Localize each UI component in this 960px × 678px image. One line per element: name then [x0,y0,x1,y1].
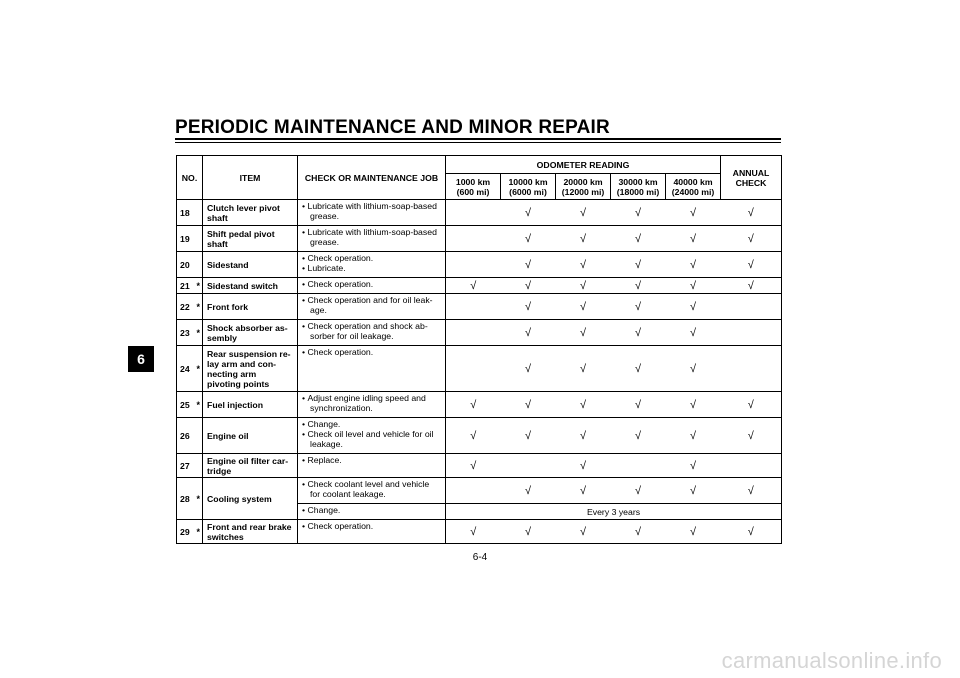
check-mark-cell [446,478,501,504]
job-bullet [302,253,445,263]
maintenance-job [298,320,446,346]
job-bullet [302,429,445,449]
job-text: Adjust engine idling speed and [307,393,426,403]
table-row [177,294,782,320]
check-mark-cell: √ [556,392,611,418]
interval-header-line: (600 mi) [456,186,490,197]
check-mark-cell: √ [666,278,721,294]
check-mark-cell: √ [501,252,556,278]
row-number: 20 [177,252,195,278]
job-text: sorber for oil leakage. [310,331,394,341]
item-name-line: Shift pedal pivot [207,228,275,239]
row-number: 26 [177,418,195,454]
table-row [177,418,782,454]
check-mark-cell: √ [501,418,556,454]
interval-header [446,174,501,200]
table-row [177,520,782,544]
job-bullet [302,419,445,429]
item-name-line: switches [207,531,244,542]
check-mark-cell: √ [446,418,501,454]
job-bullet [302,455,445,465]
check-mark-cell: √ [666,320,721,346]
interval-note: Every 3 years [446,504,782,520]
check-mark-cell [721,346,782,392]
job-text: Check operation and shock ab- [307,321,428,331]
check-mark-cell: √ [501,520,556,544]
interval-header-line: (18000 mi) [616,186,660,197]
interval-header [666,174,721,200]
check-mark-cell: √ [721,418,782,454]
check-mark-cell [721,294,782,320]
check-mark-cell [446,226,501,252]
table-row [177,392,782,418]
page-title: PERIODIC MAINTENANCE AND MINOR REPAIR [175,117,610,138]
check-mark-cell: √ [556,294,611,320]
check-mark-cell: √ [501,226,556,252]
item-name-line: Rear suspension re- [207,348,291,359]
check-mark-cell: √ [501,392,556,418]
item-name-line: shaft [207,238,228,249]
check-mark-cell: √ [666,252,721,278]
job-bullet [302,347,445,357]
maintenance-job [298,478,446,504]
special-mark [195,226,203,252]
maintenance-job [298,504,446,520]
interval-header [501,174,556,200]
job-text: Check operation. [307,347,374,357]
row-number: 19 [177,226,195,252]
check-mark-cell: √ [446,520,501,544]
col-header-annual: ANNUAL CHECK [721,156,782,200]
special-mark [195,418,203,454]
check-mark-cell: √ [501,278,556,294]
interval-header-line: (12000 mi) [561,186,605,197]
job-bullet [302,263,445,273]
check-mark-cell [611,454,666,478]
watermark: carmanualsonline.info [721,648,942,673]
check-mark-cell: √ [611,294,666,320]
job-bullet [302,227,445,247]
check-mark-cell: √ [446,392,501,418]
table-row [177,226,782,252]
maintenance-job [298,346,446,392]
table-row [177,278,782,294]
check-mark-cell: √ [666,294,721,320]
check-mark-cell: √ [666,346,721,392]
maintenance-job [298,278,446,294]
item-name [203,454,298,478]
job-bullet [302,479,445,499]
item-name-line: Sidestand [207,259,249,270]
job-text: Check operation and for oil leak- [307,295,433,305]
check-mark-cell [721,454,782,478]
check-mark-cell: √ [556,454,611,478]
item-name-line: Shock absorber as- [207,322,288,333]
check-mark-cell: √ [611,226,666,252]
check-mark-cell: √ [501,478,556,504]
check-mark-cell: √ [721,200,782,226]
job-text: grease. [310,237,339,247]
check-mark-cell [721,320,782,346]
item-name-line: Sidestand switch [207,280,278,291]
item-name-line: Fuel injection [207,399,264,410]
table-row [177,252,782,278]
item-name-line: lay arm and con- [207,358,277,369]
item-name-line: pivoting points [207,378,270,389]
check-mark-cell: √ [611,520,666,544]
item-name-line: Clutch lever pivot [207,202,280,213]
check-mark-cell: √ [611,346,666,392]
item-name [203,478,298,520]
row-number: 22 [177,294,195,320]
job-text: synchronization. [310,403,373,413]
check-mark-cell: √ [721,392,782,418]
interval-header-line: (24000 mi) [671,186,715,197]
item-name [203,392,298,418]
job-text: Replace. [307,455,342,465]
maintenance-table [176,155,782,544]
check-mark-cell: √ [721,226,782,252]
job-text: Lubricate. [307,263,346,273]
check-mark-cell: √ [611,252,666,278]
special-mark: * [195,392,203,418]
check-mark-cell: √ [501,320,556,346]
job-text: Lubricate with lithium-soap-based [307,227,437,237]
job-text: leakage. [310,439,343,449]
title-rule [175,138,781,140]
interval-header-line: (6000 mi) [509,186,547,197]
check-mark-cell [446,252,501,278]
job-bullet [302,321,445,341]
job-bullet [302,295,445,315]
check-mark-cell: √ [556,478,611,504]
row-number: 24 [177,346,195,392]
interval-header-line: 1000 km [455,176,491,187]
item-name-line: sembly [207,332,237,343]
item-name-line: necting arm [207,368,257,379]
check-mark-cell: √ [446,278,501,294]
check-mark-cell: √ [721,520,782,544]
item-name [203,200,298,226]
row-number: 18 [177,200,195,226]
check-mark-cell: √ [721,478,782,504]
check-mark-cell: √ [556,200,611,226]
check-mark-cell: √ [611,278,666,294]
item-name [203,320,298,346]
job-text: age. [310,305,327,315]
job-bullet [302,201,445,221]
interval-header-line: 20000 km [563,176,603,187]
check-mark-cell: √ [666,392,721,418]
job-text: for coolant leakage. [310,489,386,499]
special-mark: * [195,320,203,346]
interval-header-line: 30000 km [618,176,658,187]
interval-header-line: 10000 km [508,176,548,187]
item-name-line: Engine oil [207,430,249,441]
item-name [203,226,298,252]
item-name [203,520,298,544]
maintenance-job [298,226,446,252]
row-number: 29 [177,520,195,544]
check-mark-cell: √ [611,478,666,504]
interval-header [556,174,611,200]
job-bullet [302,505,445,515]
job-text: Check operation. [307,521,374,531]
special-mark [195,454,203,478]
maintenance-job [298,200,446,226]
table-row [177,200,782,226]
special-mark [195,252,203,278]
check-mark-cell [446,320,501,346]
check-mark-cell: √ [556,520,611,544]
check-mark-cell: √ [556,252,611,278]
item-name-line: Front and rear brake [207,521,292,532]
col-header-odometer: ODOMETER READING [446,156,721,174]
special-mark: * [195,520,203,544]
check-mark-cell: √ [611,320,666,346]
job-text: Check operation. [307,253,374,263]
check-mark-cell: √ [666,454,721,478]
special-mark [195,200,203,226]
item-name [203,294,298,320]
job-bullet [302,279,445,289]
check-mark-cell: √ [666,418,721,454]
maintenance-job [298,418,446,454]
maintenance-job [298,294,446,320]
item-name-line: shaft [207,212,228,223]
check-mark-cell: √ [556,346,611,392]
page-number: 6-4 [472,552,488,563]
check-mark-cell: √ [556,278,611,294]
check-mark-cell [446,294,501,320]
table-row [177,320,782,346]
check-mark-cell: √ [501,200,556,226]
col-header-job: CHECK OR MAINTENANCE JOB [298,156,446,200]
table-row [177,478,782,504]
job-text: Lubricate with lithium-soap-based [307,201,437,211]
row-number: 21 [177,278,195,294]
row-number: 23 [177,320,195,346]
item-name [203,418,298,454]
check-mark-cell: √ [666,200,721,226]
check-mark-cell: √ [666,478,721,504]
job-bullet [302,521,445,531]
col-header-no: NO. [177,156,203,200]
check-mark-cell: √ [556,418,611,454]
item-name-line: Cooling system [207,493,272,504]
check-mark-cell: √ [446,454,501,478]
check-mark-cell: √ [666,520,721,544]
job-text: grease. [310,211,339,221]
job-text: Check oil level and vehicle for oil [307,429,434,439]
special-mark: * [195,294,203,320]
check-mark-cell [446,346,501,392]
row-number: 27 [177,454,195,478]
job-bullet [302,393,445,413]
maintenance-job [298,252,446,278]
item-name [203,252,298,278]
check-mark-cell: √ [556,226,611,252]
item-name [203,278,298,294]
special-mark: * [195,346,203,392]
check-mark-cell: √ [721,278,782,294]
check-mark-cell: √ [611,418,666,454]
item-name-line: Engine oil filter car- [207,455,289,466]
maintenance-job [298,520,446,544]
job-text: Change. [307,419,341,429]
check-mark-cell: √ [721,252,782,278]
item-name-line: tridge [207,465,232,476]
check-mark-cell: √ [611,392,666,418]
special-mark: * [195,478,203,520]
item-name [203,346,298,392]
table-row [177,454,782,478]
check-mark-cell: √ [666,226,721,252]
job-text: Check operation. [307,279,374,289]
check-mark-cell: √ [501,294,556,320]
maintenance-job [298,454,446,478]
check-mark-cell: √ [556,320,611,346]
check-mark-cell: √ [611,200,666,226]
job-text: Change. [307,505,341,515]
check-mark-cell: √ [501,346,556,392]
special-mark: * [195,278,203,294]
interval-header [611,174,666,200]
row-number: 25 [177,392,195,418]
check-mark-cell [501,454,556,478]
job-text: Check coolant level and vehicle [307,479,430,489]
col-header-item: ITEM [203,156,298,200]
item-name-line: Front fork [207,301,249,312]
chapter-tab: 6 [128,346,154,372]
check-mark-cell [446,200,501,226]
interval-header-line: 40000 km [673,176,713,187]
table-row [177,346,782,392]
row-number: 28 [177,478,195,520]
title-rule-thin [175,142,781,143]
maintenance-job [298,392,446,418]
